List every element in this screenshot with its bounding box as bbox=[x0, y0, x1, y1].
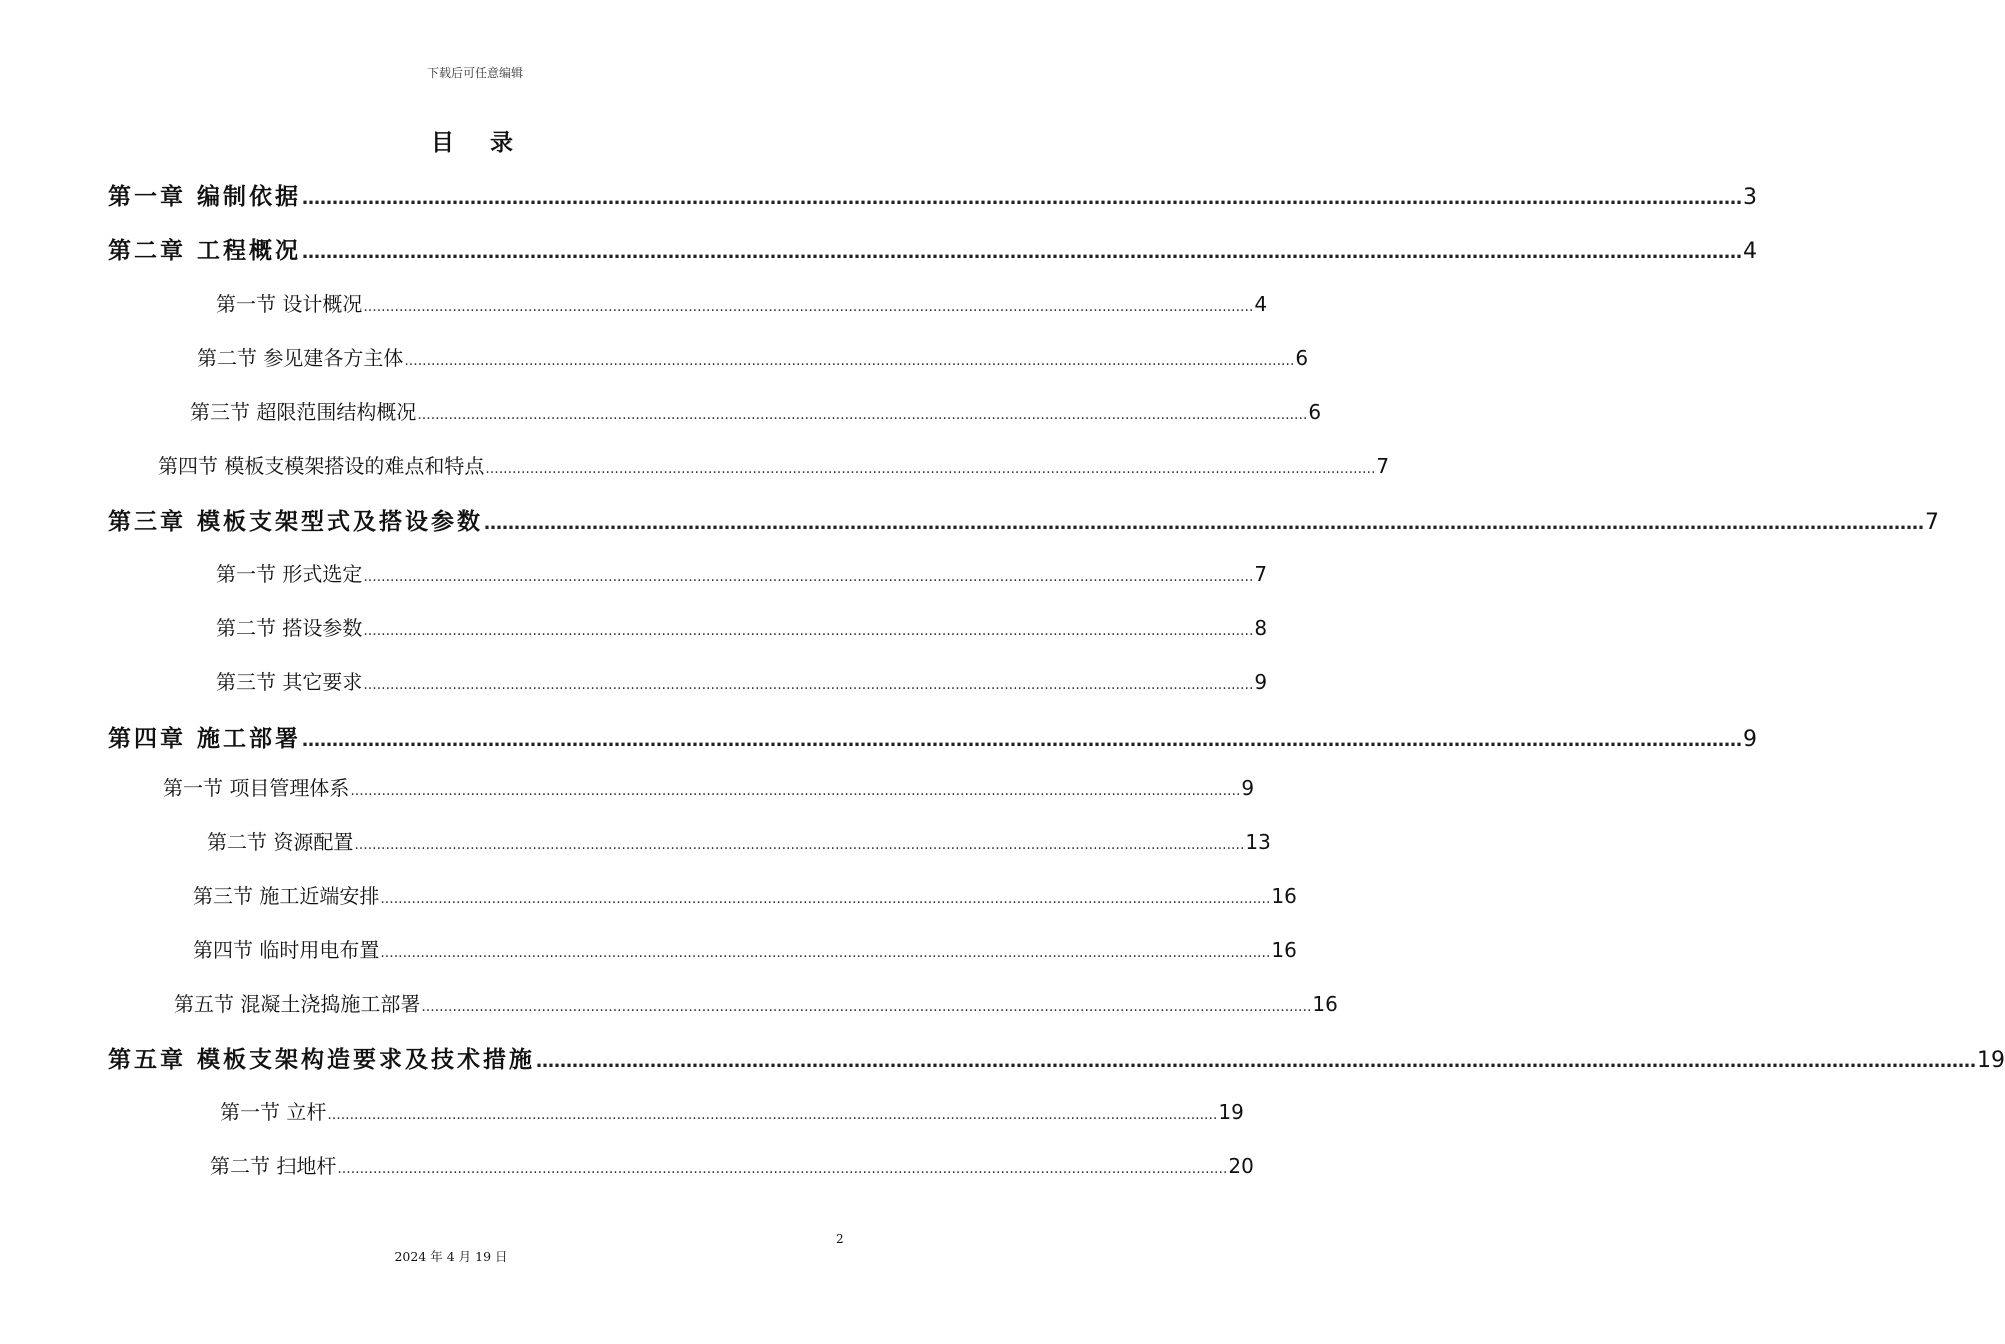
dot-leader: …………………………………………………………………………………………………………………………………………………………………………………………………………………… bbox=[536, 1051, 1977, 1072]
toc-entry-page: 6 bbox=[1295, 346, 1309, 370]
toc-entry-label: 第二节 扫地杆 bbox=[210, 1154, 337, 1178]
toc-entry-chapter-4[interactable] bbox=[108, 720, 1758, 752]
page-number: 2 bbox=[836, 1232, 844, 1246]
toc-entry-section[interactable] bbox=[190, 396, 1322, 426]
dot-leader: ........................................................................................................................................................................................................ bbox=[327, 1107, 1218, 1123]
dot-leader: ........................................................................................................................................................................................................ bbox=[354, 837, 1245, 853]
toc-entry-section[interactable] bbox=[216, 558, 1268, 588]
toc-entry-section[interactable] bbox=[158, 450, 1390, 480]
toc-entry-label: 第二节 参见建各方主体 bbox=[197, 346, 404, 370]
toc-entry-section[interactable] bbox=[193, 934, 1297, 964]
toc-entry-label: 第三节 超限范围结构概况 bbox=[190, 400, 417, 424]
toc-entry-label: 第一章 编制依据 bbox=[108, 184, 302, 210]
dot-leader: ........................................................................................................................................................................................................ bbox=[350, 783, 1241, 799]
toc-entry-section[interactable] bbox=[193, 880, 1297, 910]
toc-entry-page: 9 bbox=[1743, 727, 1758, 752]
dot-leader: …………………………………………………………………………………………………………………………………………………………………………………………………………………… bbox=[302, 188, 1743, 209]
toc-entry-section[interactable] bbox=[210, 1150, 1254, 1180]
toc-entry-page: 6 bbox=[1308, 400, 1322, 424]
dot-leader: …………………………………………………………………………………………………………………………………………………………………………………………………………………… bbox=[484, 513, 1925, 534]
toc-entry-label: 第五节 混凝土浇捣施工部署 bbox=[174, 992, 421, 1016]
toc-entry-page: 19 bbox=[1977, 1048, 2005, 1073]
dot-leader: ........................................................................................................................................................................................................ bbox=[363, 623, 1254, 639]
toc-entry-chapter-1[interactable] bbox=[108, 178, 1758, 210]
toc-entry-label: 第四章 施工部署 bbox=[108, 726, 302, 752]
toc-entry-section[interactable] bbox=[216, 666, 1268, 696]
page-header: 下载后可任意编辑 bbox=[426, 66, 523, 80]
toc-entry-label: 第二节 搭设参数 bbox=[216, 616, 363, 640]
footer-date: 2024 年 4 月 19 日 bbox=[394, 1249, 508, 1264]
toc-entry-chapter-3[interactable] bbox=[108, 503, 1940, 535]
toc-entry-label: 第一节 设计概况 bbox=[216, 292, 363, 316]
toc-entry-page: 8 bbox=[1254, 616, 1268, 640]
toc-entry-section[interactable] bbox=[220, 1096, 1244, 1126]
toc-entry-page: 16 bbox=[1271, 884, 1297, 908]
toc-entry-section[interactable] bbox=[207, 826, 1271, 856]
dot-leader: ........................................................................................................................................................................................................ bbox=[337, 1161, 1228, 1177]
toc-entry-label: 第一节 形式选定 bbox=[216, 562, 363, 586]
toc-entry-label: 第三章 模板支架型式及搭设参数 bbox=[108, 509, 484, 535]
dot-leader: ........................................................................................................................................................................................................ bbox=[380, 945, 1271, 961]
toc-entry-section[interactable] bbox=[197, 342, 1309, 372]
toc-entry-page: 7 bbox=[1925, 510, 1940, 535]
dot-leader: …………………………………………………………………………………………………………………………………………………………………………………………………………………… bbox=[302, 730, 1743, 751]
dot-leader: ........................................................................................................................................................................................................ bbox=[363, 677, 1254, 693]
toc-entry-label: 第四节 临时用电布置 bbox=[193, 938, 380, 962]
dot-leader: ........................................................................................................................................................................................................ bbox=[417, 407, 1308, 423]
dot-leader: ........................................................................................................................................................................................................ bbox=[421, 999, 1312, 1015]
dot-leader: ........................................................................................................................................................................................................ bbox=[363, 299, 1254, 315]
toc-entry-label: 第四节 模板支模架搭设的难点和特点 bbox=[158, 454, 485, 478]
toc-entry-page: 16 bbox=[1312, 992, 1338, 1016]
toc-entry-page: 13 bbox=[1245, 830, 1271, 854]
dot-leader: …………………………………………………………………………………………………………………………………………………………………………………………………………………… bbox=[302, 242, 1743, 263]
toc-entry-page: 16 bbox=[1271, 938, 1297, 962]
toc-entry-label: 第三节 施工近端安排 bbox=[193, 884, 380, 908]
toc-entry-section[interactable] bbox=[216, 288, 1268, 318]
toc-entry-section[interactable] bbox=[163, 772, 1255, 802]
toc-entry-page: 19 bbox=[1218, 1100, 1244, 1124]
toc-entry-page: 9 bbox=[1254, 670, 1268, 694]
toc-entry-label: 第二节 资源配置 bbox=[207, 830, 354, 854]
toc-title: 目 录 bbox=[430, 130, 527, 156]
toc-entry-page: 20 bbox=[1228, 1154, 1254, 1178]
dot-leader: ........................................................................................................................................................................................................ bbox=[380, 891, 1271, 907]
dot-leader: ........................................................................................................................................................................................................ bbox=[363, 569, 1254, 585]
toc-entry-label: 第一节 立杆 bbox=[220, 1100, 327, 1124]
toc-entry-label: 第二章 工程概况 bbox=[108, 238, 302, 264]
toc-entry-page: 4 bbox=[1254, 292, 1268, 316]
toc-entry-chapter-2[interactable] bbox=[108, 232, 1758, 264]
toc-entry-label: 第五章 模板支架构造要求及技术措施 bbox=[108, 1047, 536, 1073]
dot-leader: ........................................................................................................................................................................................................ bbox=[404, 353, 1295, 369]
toc-entry-chapter-5[interactable] bbox=[108, 1041, 2005, 1073]
toc-entry-section[interactable] bbox=[216, 612, 1268, 642]
toc-entry-page: 7 bbox=[1376, 454, 1390, 478]
toc-entry-label: 第一节 项目管理体系 bbox=[163, 776, 350, 800]
toc-entry-page: 4 bbox=[1743, 239, 1758, 264]
toc-entry-section[interactable] bbox=[174, 988, 1338, 1018]
toc-entry-page: 3 bbox=[1743, 185, 1758, 210]
toc-entry-page: 7 bbox=[1254, 562, 1268, 586]
toc-entry-page: 9 bbox=[1241, 776, 1255, 800]
dot-leader: ........................................................................................................................................................................................................ bbox=[485, 461, 1376, 477]
toc-entry-label: 第三节 其它要求 bbox=[216, 670, 363, 694]
